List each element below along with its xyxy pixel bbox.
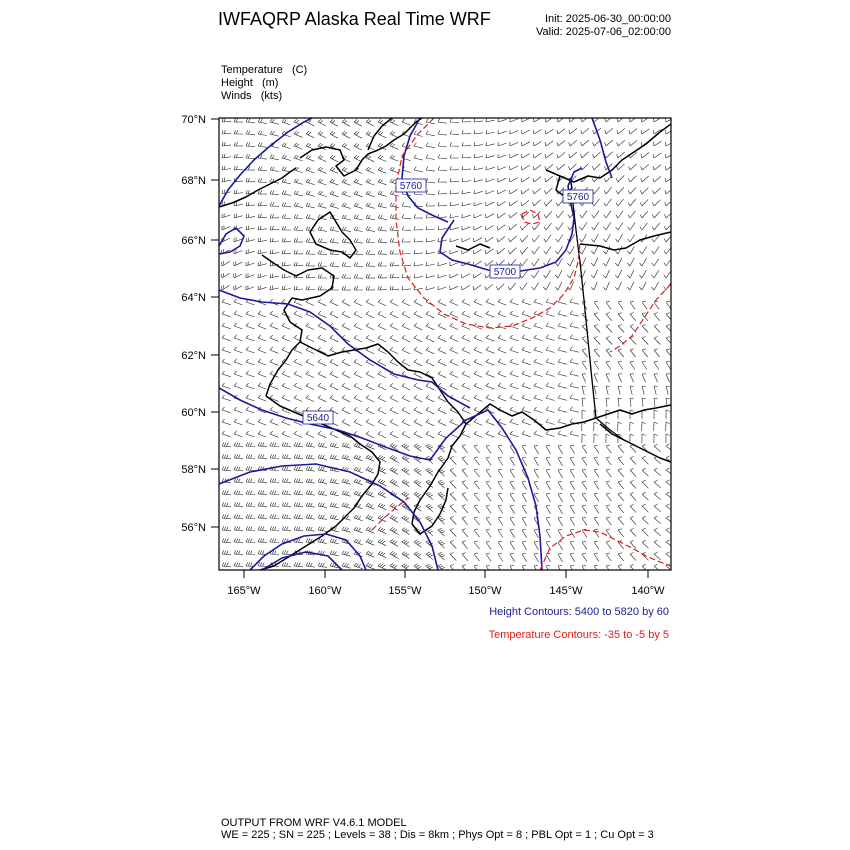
wind-barbs <box>221 116 674 574</box>
init-time: Init: 2025-06-30_00:00:00 <box>545 13 671 25</box>
field-temperature-unit: (C) <box>291 64 308 76</box>
height-label-5760-b: 5760 <box>566 192 590 203</box>
border <box>572 195 624 440</box>
field-height-name: Height <box>221 77 253 89</box>
height-label-5640: 5640 <box>306 413 330 424</box>
lon-label-145: 145°W <box>549 585 583 597</box>
temperature-legend: Temperature Contours: -35 to -5 by 5 <box>488 629 669 641</box>
lon-label-140: 140°W <box>631 585 665 597</box>
lon-labels <box>227 585 665 597</box>
wind-barb-field <box>221 116 674 574</box>
footer-config: WE = 225 ; SN = 225 ; Levels = 38 ; Dis = 8km ; Phys Opt = 8 ; PBL Opt = 1 ; Cu Opt = 3 <box>221 829 654 841</box>
field-winds-unit: (kts) <box>260 90 283 102</box>
lat-label-58: 58°N <box>181 464 206 476</box>
map-title: IWFAQRP Alaska Real Time WRF <box>218 9 491 29</box>
lon-label-155: 155°W <box>388 585 422 597</box>
lat-label-68: 68°N <box>181 175 206 187</box>
height-legend: Height Contours: 5400 to 5820 by 60 <box>489 606 669 618</box>
valid-time: Valid: 2025-07-06_02:00:00 <box>536 26 671 38</box>
field-winds-name: Winds <box>221 90 252 102</box>
lat-label-62: 62°N <box>181 350 206 362</box>
lat-labels <box>181 114 206 534</box>
lon-label-165: 165°W <box>227 585 261 597</box>
lat-label-60: 60°N <box>181 407 206 419</box>
field-height-unit: (m) <box>261 77 279 89</box>
coastline <box>219 118 671 570</box>
lat-label-64: 64°N <box>181 292 206 304</box>
lat-label-56: 56°N <box>181 522 206 534</box>
field-temperature-name: Temperature <box>221 64 283 76</box>
lon-label-150: 150°W <box>468 585 502 597</box>
height-label-5700: 5700 <box>493 267 517 278</box>
footer-model: OUTPUT FROM WRF V4.6.1 MODEL <box>221 817 407 829</box>
lat-label-70: 70°N <box>181 114 206 126</box>
lat-ticks <box>211 119 219 527</box>
lat-label-66: 66°N <box>181 235 206 247</box>
height-label-5760-a: 5760 <box>399 181 423 192</box>
lon-ticks <box>244 570 648 578</box>
lon-label-160: 160°W <box>308 585 342 597</box>
